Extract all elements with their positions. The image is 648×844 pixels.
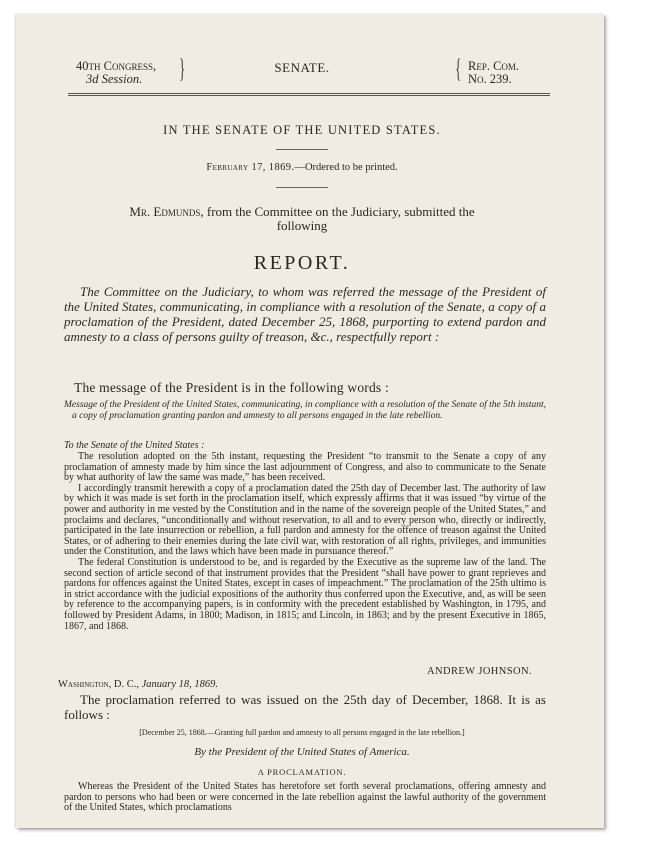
report-number	[468, 60, 519, 86]
short-divider	[276, 149, 328, 150]
report-number-label: No. 239.	[468, 72, 512, 86]
place: Washington, D. C.,	[58, 679, 139, 690]
document-header	[58, 54, 546, 92]
document-page	[16, 14, 604, 828]
session-label: 3d Session.	[86, 72, 143, 86]
proclamation-title: A PROCLAMATION.	[257, 767, 347, 777]
report-type-label: Rep. Com.	[468, 59, 520, 73]
chamber-label: SENATE.	[274, 60, 330, 75]
committee-intro: The Committee on the Judiciary, to whom was referred the message of the President of the United States, communicating, in compliance with a resolution of the Senate, a copy of a proclamation of the President, dated December 25, 1868, purporting to extend pardon and amnesty to a class of persons guilty of treason, &c., respectfully report :	[64, 284, 546, 344]
message-subtitle: Message of the President of the United States, communicating, in compliance with a resolution of the Senate of the 5th instant, a copy of proclamation granting pardon and amnesty to all persons engaged in the late rebellion.	[64, 400, 546, 421]
proclamation-heading: The proclamation referred to was issued on the 25th day of December, 1868. It is as follows :	[64, 692, 546, 722]
header-double-rule	[68, 93, 550, 96]
order-text: —Ordered to be printed.	[294, 162, 398, 173]
congress-label: 40th Congress,	[76, 59, 157, 73]
salutation: To the Senate of the United States :	[64, 440, 205, 451]
report-heading: REPORT.	[253, 252, 351, 274]
bracket-note: [December 25, 1868.—Granting full pardon and amnesty to all persons engaged in the late rebellion.]	[139, 728, 465, 737]
by-president: By the President of the United States of America.	[194, 746, 410, 758]
signed-date: January 18, 1869.	[141, 679, 218, 690]
brace-left-glyph: {	[455, 54, 462, 83]
page-content	[58, 54, 546, 814]
message-heading: The message of the President is in the following words :	[74, 380, 389, 395]
senator-name: Mr. Edmunds,	[129, 204, 204, 219]
signature: ANDREW JOHNSON.	[427, 666, 532, 677]
senate-title: IN THE SENATE OF THE UNITED STATES.	[163, 123, 441, 137]
date-line	[58, 162, 546, 173]
paragraph: I accordingly transmit herewith a copy of a proclamation dated the 25th day of December last. The authority of law by which it was made is set forth in the proclamation itself, which expressly affirms that it was issued “by virtue of the power and authority in me vested by the Constitution and in the name of the sovereign people of the United States,” and proclaims and declares, “unconditionally and without reservation, to all and to every person who, directly or indirectly, participated in the late insurrection or rebellion, a full pardon and amnesty for the offence of treason against the United States, or of adhering to their enemies during the late civil war, with restoration of all rights, privileges, and immunities under the Constitution, and the laws which have been made in pursuance thereof.”	[64, 482, 546, 558]
place-date	[58, 679, 218, 690]
message-body	[64, 452, 546, 632]
order-date: February 17, 1869.	[206, 162, 295, 173]
proclamation-body: Whereas the President of the United States has heretofore set forth several proclamations, offering amnesty and pardon to persons who had been or were concerned in the late rebellion against the lawful authority of the government of the United States, which proclamations	[64, 781, 546, 814]
brace-right-glyph: }	[179, 54, 186, 83]
submitted-text: from the Committee on the Judiciary, submitted the following	[206, 204, 475, 233]
paragraph: The federal Constitution is understood to be, and is regarded by the Executive as the supreme law of the land. The second section of article second of that instrument provides that the President “shall have power to grant reprieves and pardons for offences against the United States, except in cases of impeachment.” The proclamation of the 25th ultimo is in strict accordance with the judicial expositions of the authority thus conferred upon the Executive, and, as will be seen by reference to the accompanying papers, is in conformity with the precedent established by Washington, in 1795, and followed by President Adams, in 1800; Madison, in 1815; and Lincoln, in 1863; and by the present Executive in 1865, 1867, and 1868.	[64, 556, 546, 632]
short-divider	[276, 187, 328, 188]
paragraph: The resolution adopted on the 5th instant, requesting the President “to transmit to the Senate a copy of any proclamation of amnesty made by him since the last adjournment of Congress, and also to communicate to the Senate by what authority of law the same was made,” has been received.	[64, 451, 546, 484]
submitted-line	[108, 205, 496, 233]
